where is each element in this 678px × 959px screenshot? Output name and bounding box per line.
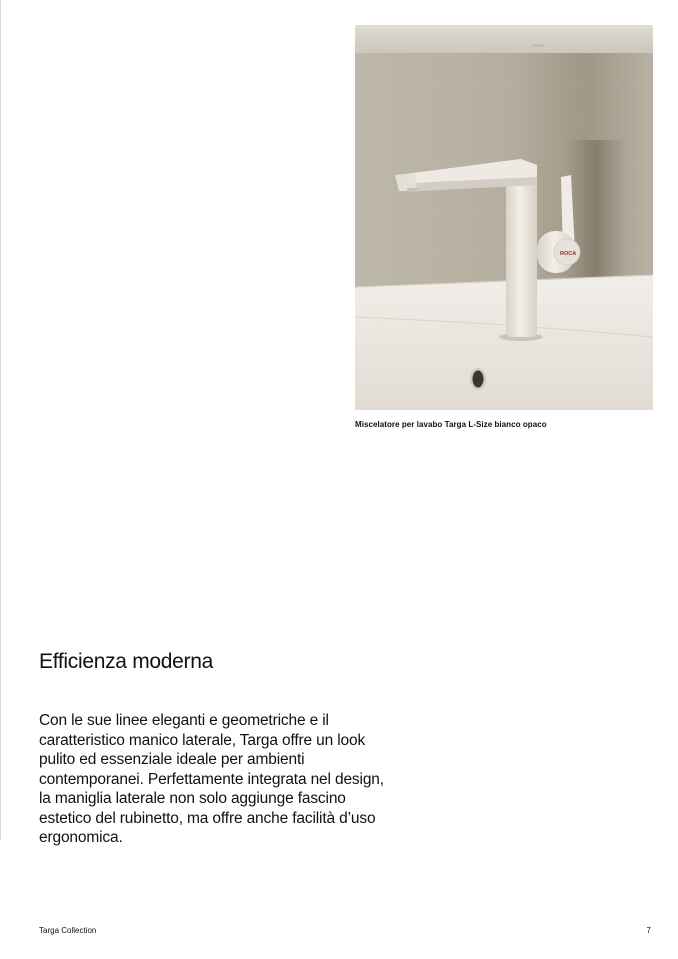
top-ledge [355, 25, 653, 55]
body-paragraph: Con le sue linee eleganti e geometriche e il caratteristico manico laterale, Targa offre un look pulito ed essenziale ideale per ambienti contemporanei. Perfettamente integrata nel design, la maniglia laterale non solo aggiunge fascino estetico del rubinetto, ma offre anche facilità d’uso ergonomica. [39, 712, 384, 846]
photo-caption: Miscelatore per lavabo Targa L-Size bianco opaco [355, 420, 547, 429]
wall-mark: ROCA [533, 43, 545, 48]
tap-body [506, 177, 537, 337]
tap-illustration [355, 25, 653, 410]
tap-logo: ROCA [560, 251, 577, 257]
basin [355, 275, 653, 410]
page-edge-rule [0, 0, 1, 840]
footer-collection: Targa Collection [39, 926, 97, 935]
section-heading: Efficienza moderna [39, 650, 213, 673]
page-number: 7 [646, 926, 651, 935]
product-photo [355, 25, 653, 410]
